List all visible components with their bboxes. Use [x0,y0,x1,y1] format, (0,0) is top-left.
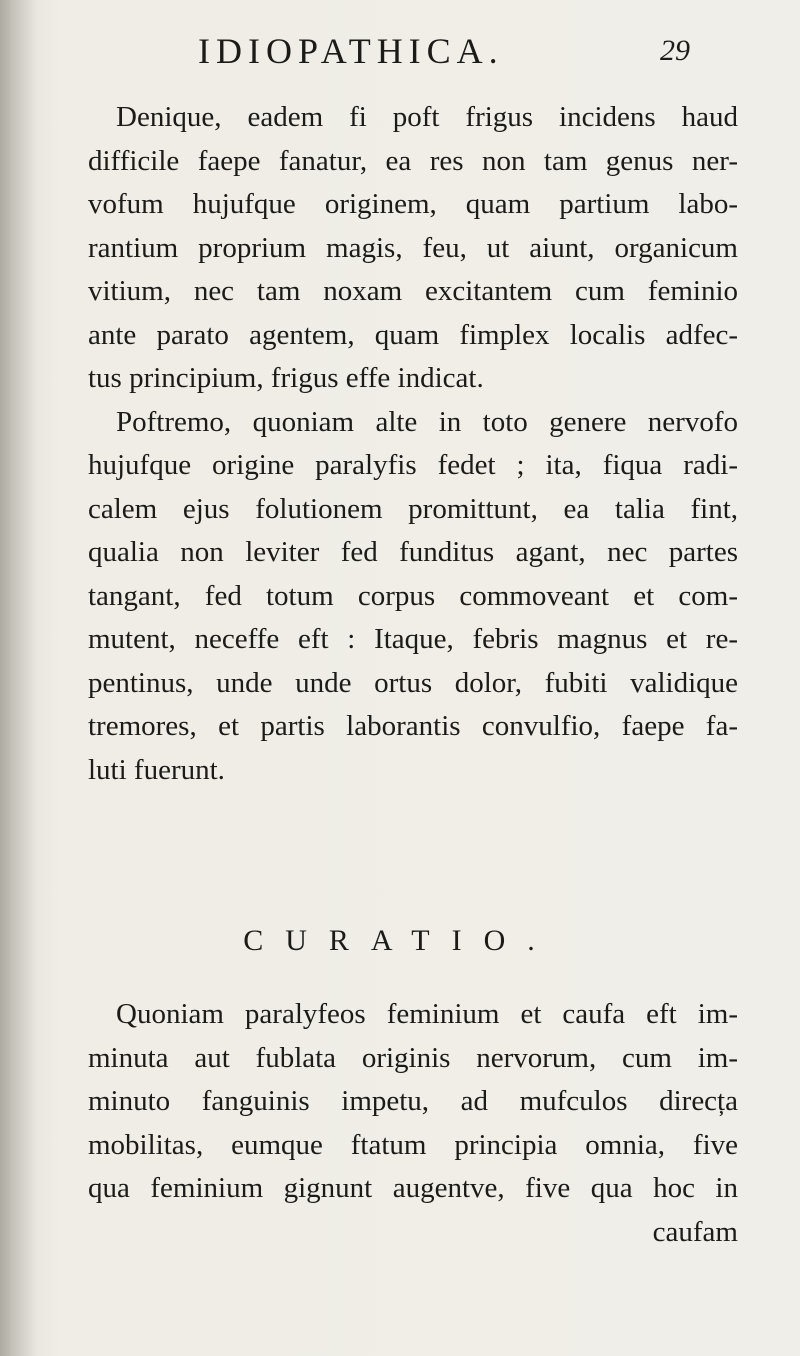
text-line: ante parato agentem, quam fimplex localis adfec- [88,318,738,351]
text-line: rantium proprium magis, feu, ut aiunt, organicum [88,231,738,264]
text-line: qua feminium gignunt augentve, five qua hoc in [88,1172,738,1204]
text-line: difficile faepe fanatur, ea res non tam genus ner- [88,144,738,177]
text-line: tremores, et partis laborantis convulfio, faepe fa- [88,710,738,742]
text-line: qualia non leviter fed funditus agant, nec partes [88,536,738,568]
text-line: mobilitas, eumque ftatum principia omnia, five [88,1128,738,1161]
text-line: minuto fanguinis impetu, ad mufculos direcța [88,1085,738,1117]
text-line: pentinus, unde unde ortus dolor, fubiti validique [88,666,738,699]
text-line: minuta aut fublata originis nervorum, cum im- [88,1041,738,1074]
text-line: mutent, neceffe eft : Itaque, febris magnus et re- [88,623,738,655]
text-line: Quoniam paralyfeos feminium et caufa eft im- [116,998,738,1030]
text-line: vofum hujufque originem, quam partium labo- [88,188,738,220]
running-head [0,30,800,70]
text-line: vitium, nec tam noxam excitantem cum feminio [88,275,738,307]
text-line: Poftremo, quoniam alte in toto genere nervofo [116,405,738,438]
text-line: tangant, fed totum corpus commoveant et com- [88,579,738,612]
text-block-upper [88,96,738,792]
text-line: tus principium, frigus effe indicat. [88,362,484,394]
catchword: caufam [652,1215,738,1248]
text-line: calem ejus folutionem promittunt, ea talia fint, [88,492,738,525]
text-line: hujufque origine paralyfis fedet ; ita, fiqua radi- [88,449,738,481]
spine-shadow [0,0,38,1356]
running-title: IDIOPATHICA. [198,31,504,71]
text-line: Denique, eadem fi poft frigus incidens haud [116,101,738,133]
page-number: 29 [660,34,690,67]
text-line: luti fuerunt. [88,753,225,786]
text-block-lower [88,993,738,1254]
section-heading: CURATIO. [243,924,557,957]
